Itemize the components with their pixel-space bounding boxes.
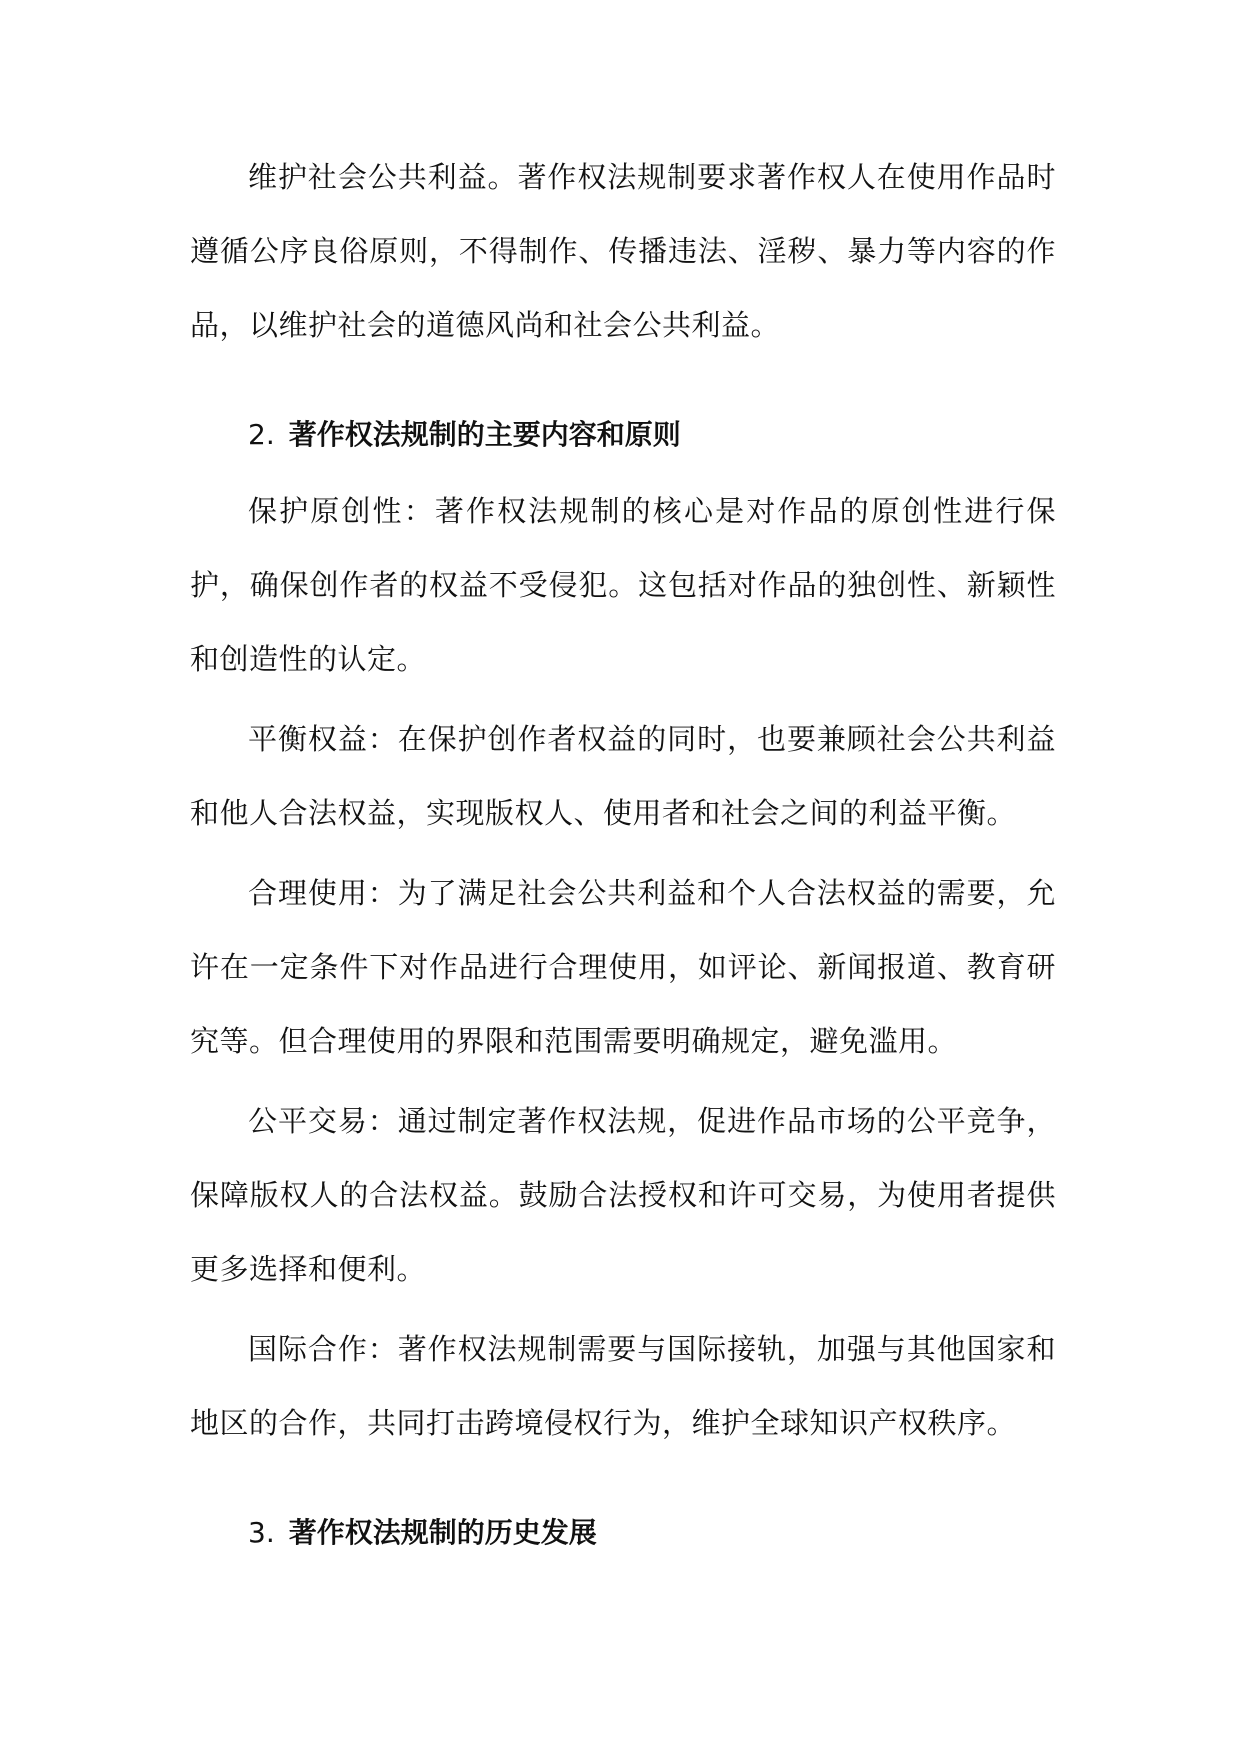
section-number: 3. — [248, 1516, 275, 1549]
paragraph-balance: 平衡权益：在保护创作者权益的同时，也要兼顾社会公共利益和他人合法权益，实现版权人、使用者和社会之间的利益平衡。 — [190, 722, 1056, 830]
paragraph-fair-use: 合理使用：为了满足社会公共利益和个人合法权益的需要，允许在一定条件下对作品进行合理使用，如评论、新闻报道、教育研究等。但合理使用的界限和范围需要明确规定，避免滥用。 — [190, 876, 1056, 1058]
section-title: 著作权法规制的主要内容和原则 — [288, 418, 681, 451]
section-number: 2. — [248, 418, 275, 451]
document-body — [190, 140, 1056, 1572]
section-heading-2 — [190, 398, 1056, 472]
paragraph-international: 国际合作：著作权法规制需要与国际接轨，加强与其他国家和地区的合作，共同打击跨境侵权行为，维护全球知识产权秩序。 — [190, 1332, 1056, 1440]
paragraph-public-interest: 维护社会公共利益。著作权法规制要求著作权人在使用作品时遵循公序良俗原则，不得制作、传播违法、淫秽、暴力等内容的作品，以维护社会的道德风尚和社会公共利益。 — [190, 160, 1056, 342]
paragraph-fair-trade: 公平交易：通过制定著作权法规，促进作品市场的公平竞争，保障版权人的合法权益。鼓励合法授权和许可交易，为使用者提供更多选择和便利。 — [190, 1104, 1056, 1286]
paragraph-originality: 保护原创性：著作权法规制的核心是对作品的原创性进行保护，确保创作者的权益不受侵犯。这包括对作品的独创性、新颖性和创造性的认定。 — [190, 494, 1056, 676]
section-title: 著作权法规制的历史发展 — [288, 1516, 597, 1549]
section-heading-3 — [190, 1496, 1056, 1570]
